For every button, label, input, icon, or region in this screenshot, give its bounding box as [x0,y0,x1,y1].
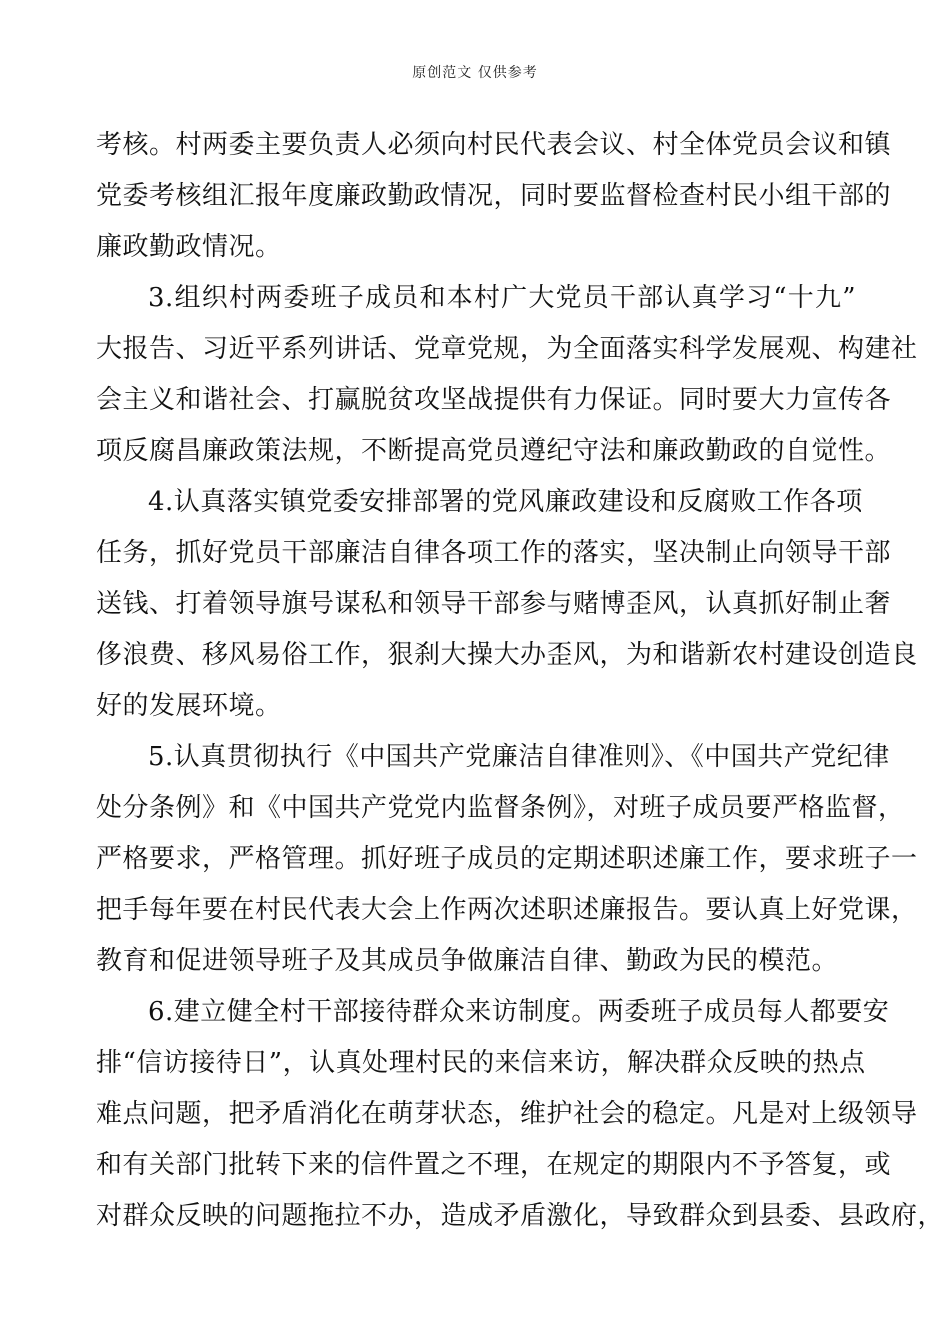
text-line: 送钱、打着领导旗号谋私和领导干部参与赌博歪风，认真抓好制止奢 [96,589,892,619]
document-body [96,120,945,1242]
text-line: 3.组织村两委班子成员和本村广大党员干部认真学习“十九” [148,283,856,313]
text-line: 考核。村两委主要负责人必须向村民代表会议、村全体党员会议和镇 [96,130,892,160]
text-line: 会主义和谐社会、打赢脱贫攻坚战提供有力保证。同时要大力宣传各 [96,385,892,415]
text-line: 大报告、习近平系列讲话、党章党规，为全面落实科学发展观、构建社 [96,334,918,364]
paragraph-item-4 [96,477,918,732]
text-line: 党委考核组汇报年度廉政勤政情况，同时要监督检查村民小组干部的 [96,181,892,211]
text-line: 教育和促进领导班子及其成员争做廉洁自律、勤政为民的模范。 [96,946,839,976]
text-line: 处分条例》和《中国共产党党内监督条例》，对班子成员要严格监督， [96,793,905,823]
text-line: 难点问题，把矛盾消化在萌芽状态，维护社会的稳定。凡是对上级领导 [96,1099,918,1129]
paragraph-item-5 [96,732,918,987]
text-line: 和有关部门批转下来的信件置之不理，在规定的期限内不予答复，或 [96,1150,892,1180]
text-line: 侈浪费、移风易俗工作，狠刹大操大办歪风，为和谐新农村建设创造良 [96,640,918,670]
text-line: 任务，抓好党员干部廉洁自律各项工作的落实，坚决制止向领导干部 [96,538,892,568]
text-line: 把手每年要在村民代表大会上作两次述职述廉报告。要认真上好党课， [96,895,918,925]
text-line: 严格要求，严格管理。抓好班子成员的定期述职述廉工作，要求班子一 [96,844,918,874]
text-line: 对群众反映的问题拖拉不办，造成矛盾激化，导致群众到县委、县政府， [96,1201,945,1231]
text-line: 排“信访接待日”，认真处理村民的来信来访，解决群众反映的热点 [96,1048,866,1078]
paragraph-continuation [96,120,892,273]
text-line: 6.建立健全村干部接待群众来访制度。两委班子成员每人都要安 [148,997,890,1027]
page-header: 原创范文 仅供参考 [412,65,538,81]
paragraph-item-3 [96,273,918,477]
text-line: 廉政勤政情况。 [96,232,282,262]
text-line: 5.认真贯彻执行《中国共产党廉洁自律准则》、《中国共产党纪律 [148,742,890,772]
text-line: 4.认真落实镇党委安排部署的党风廉政建设和反腐败工作各项 [148,487,863,517]
text-line: 项反腐昌廉政策法规，不断提高党员遵纪守法和廉政勤政的自觉性。 [96,436,892,466]
paragraph-item-6 [96,987,945,1242]
text-line: 好的发展环境。 [96,691,282,721]
